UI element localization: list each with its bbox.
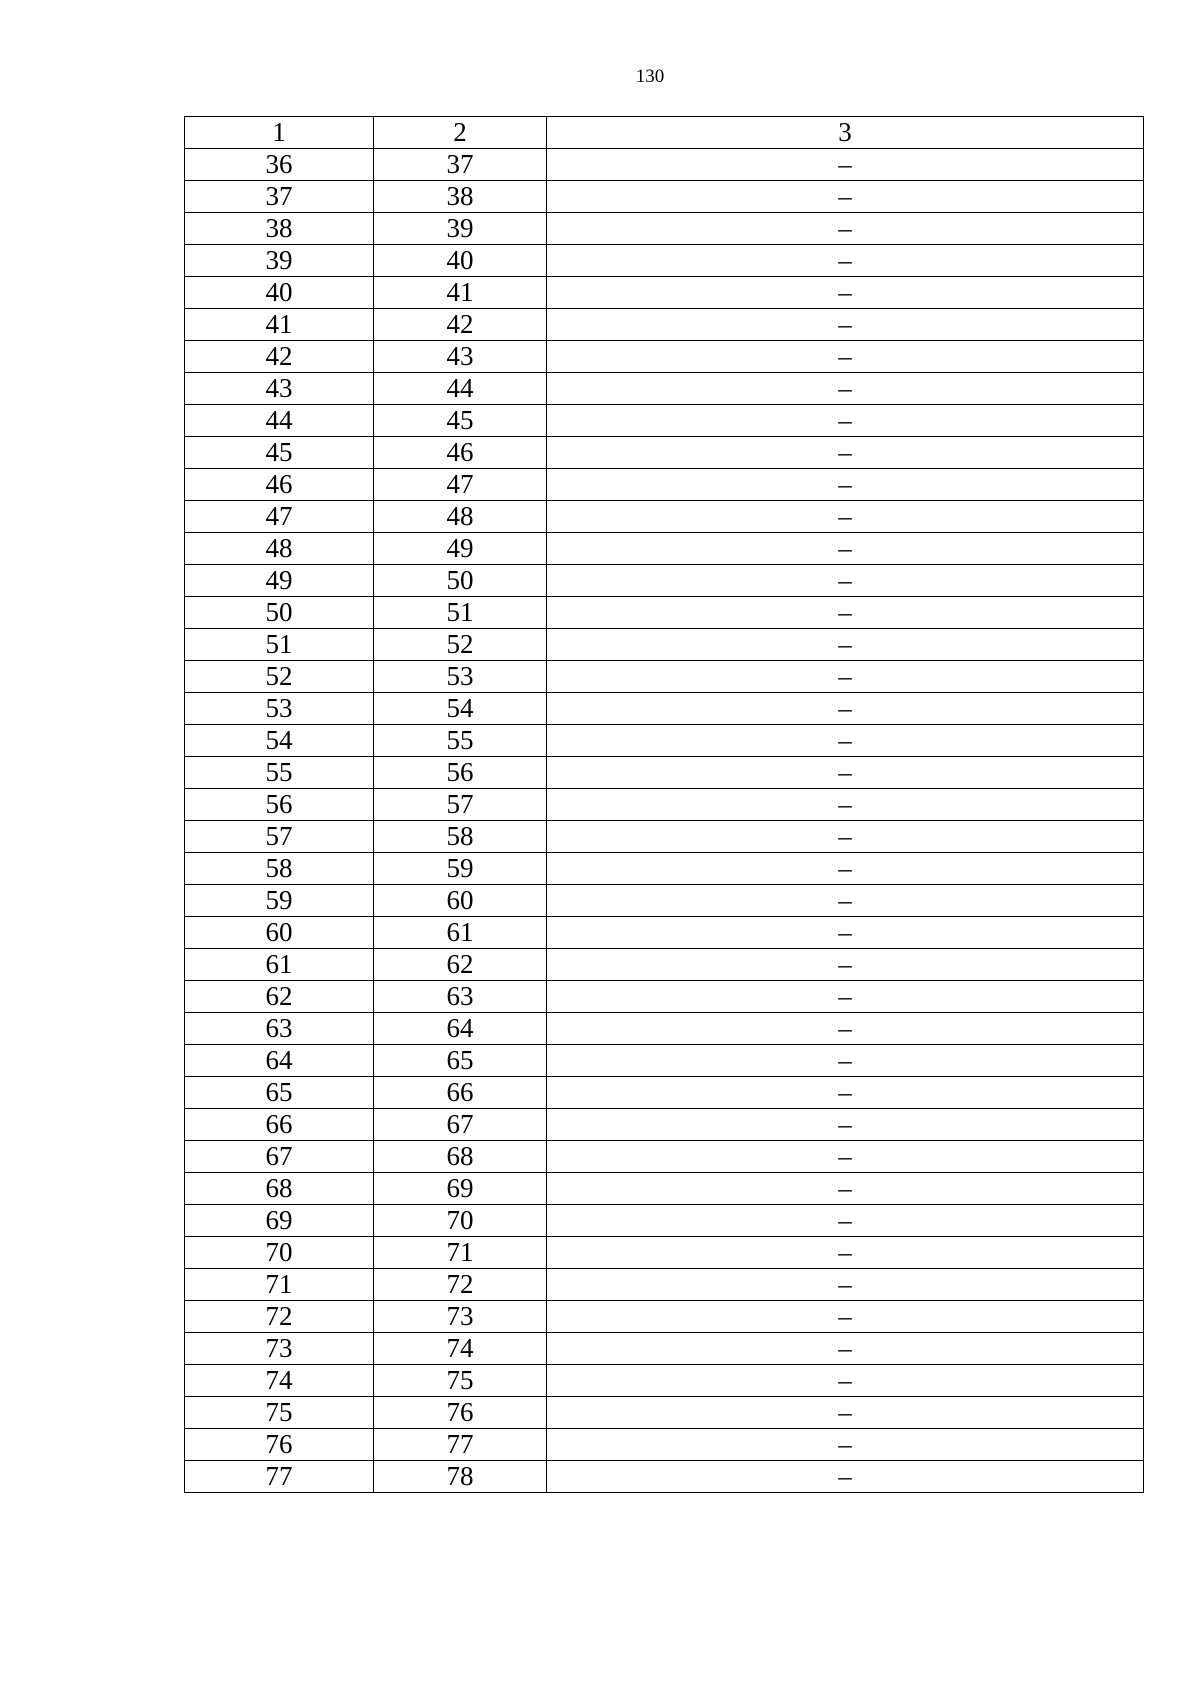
table-row [185, 501, 1144, 533]
table-cell-col-3: – [547, 181, 1144, 213]
table-cell-col-1: 47 [185, 501, 374, 533]
table-cell-col-1: 49 [185, 565, 374, 597]
table-cell-col-3: – [547, 469, 1144, 501]
table-cell-col-2: 58 [374, 821, 547, 853]
table-cell-col-1: 69 [185, 1205, 374, 1237]
table-row [185, 1173, 1144, 1205]
table-cell-col-2: 77 [374, 1429, 547, 1461]
table-cell-col-2: 40 [374, 245, 547, 277]
table-row [185, 1269, 1144, 1301]
table-row [185, 1461, 1144, 1493]
table-cell-col-1: 63 [185, 1013, 374, 1045]
table-cell-col-3: – [547, 629, 1144, 661]
table-cell-col-3: – [547, 597, 1144, 629]
table-cell-col-1: 75 [185, 1397, 374, 1429]
table-row [185, 917, 1144, 949]
table-cell-col-3: – [547, 1077, 1144, 1109]
table-cell-col-3: – [547, 1013, 1144, 1045]
table-row [185, 1205, 1144, 1237]
table-cell-col-3: – [547, 917, 1144, 949]
table-cell-col-1: 59 [185, 885, 374, 917]
table-row [185, 181, 1144, 213]
table-cell-col-3: – [547, 693, 1144, 725]
table-cell-col-3: – [547, 1269, 1144, 1301]
table-cell-col-2: 62 [374, 949, 547, 981]
page-number: 130 [635, 66, 665, 87]
table-cell-col-3: – [547, 757, 1144, 789]
table-cell-col-1: 40 [185, 277, 374, 309]
table-cell-col-2: 39 [374, 213, 547, 245]
table-row [185, 309, 1144, 341]
table-cell-col-2: 65 [374, 1045, 547, 1077]
table-cell-col-1: 62 [185, 981, 374, 1013]
table-cell-col-2: 71 [374, 1237, 547, 1269]
table-cell-col-3: – [547, 405, 1144, 437]
table-row [185, 949, 1144, 981]
table-cell-col-2: 48 [374, 501, 547, 533]
table-cell-col-3: – [547, 1429, 1144, 1461]
table-cell-col-3: – [547, 949, 1144, 981]
table-cell-col-3: – [547, 501, 1144, 533]
table-cell-col-1: 73 [185, 1333, 374, 1365]
table-cell-col-2: 59 [374, 853, 547, 885]
table-cell-col-1: 71 [185, 1269, 374, 1301]
table-cell-col-2: 61 [374, 917, 547, 949]
table-cell-col-3: – [547, 1173, 1144, 1205]
table-cell-col-3: – [547, 1205, 1144, 1237]
table-cell-col-3: – [547, 277, 1144, 309]
table-cell-col-3: – [547, 885, 1144, 917]
table-cell-col-2: 70 [374, 1205, 547, 1237]
table-cell-col-1: 61 [185, 949, 374, 981]
table-cell-col-3: – [547, 373, 1144, 405]
table-cell-col-2: 38 [374, 181, 547, 213]
table-row [185, 725, 1144, 757]
table-row [185, 661, 1144, 693]
table-cell-col-3: – [547, 789, 1144, 821]
table-cell-col-2: 66 [374, 1077, 547, 1109]
table-cell-col-2: 57 [374, 789, 547, 821]
table-row [185, 149, 1144, 181]
table-cell-col-2: 47 [374, 469, 547, 501]
table-row [185, 565, 1144, 597]
table-cell-col-3: – [547, 725, 1144, 757]
table-row [185, 1397, 1144, 1429]
table-cell-col-1: 56 [185, 789, 374, 821]
table-cell-col-2: 72 [374, 1269, 547, 1301]
table-cell-col-2: 51 [374, 597, 547, 629]
table-cell-col-3: – [547, 341, 1144, 373]
table-row [185, 1429, 1144, 1461]
table-row [185, 1365, 1144, 1397]
table-body [185, 117, 1144, 1493]
table-cell-col-2: 60 [374, 885, 547, 917]
table-cell-col-3: – [547, 661, 1144, 693]
table-cell-col-2: 41 [374, 277, 547, 309]
table-cell-col-3: – [547, 213, 1144, 245]
table-cell-col-1: 65 [185, 1077, 374, 1109]
table-cell-col-2: 76 [374, 1397, 547, 1429]
table-cell-col-1: 77 [185, 1461, 374, 1493]
table-row [185, 1237, 1144, 1269]
table-row [185, 405, 1144, 437]
table-cell-col-2: 55 [374, 725, 547, 757]
table-cell-col-1: 39 [185, 245, 374, 277]
table-row [185, 213, 1144, 245]
table-row [185, 1141, 1144, 1173]
table-cell-col-1: 74 [185, 1365, 374, 1397]
table-cell-col-3: – [547, 565, 1144, 597]
table-cell-col-3: – [547, 149, 1144, 181]
table-cell-col-1: 44 [185, 405, 374, 437]
table-row [185, 437, 1144, 469]
table-cell-col-3: – [547, 1141, 1144, 1173]
table-cell-col-1: 36 [185, 149, 374, 181]
table-cell-col-1: 42 [185, 341, 374, 373]
table-header-row [185, 117, 1144, 149]
table-cell-col-2: 50 [374, 565, 547, 597]
table-cell-col-1: 66 [185, 1109, 374, 1141]
table-cell-col-1: 60 [185, 917, 374, 949]
table-cell-col-2: 44 [374, 373, 547, 405]
table-cell-col-2: 64 [374, 1013, 547, 1045]
table-row [185, 533, 1144, 565]
table-cell-col-1: 48 [185, 533, 374, 565]
table-row [185, 821, 1144, 853]
table-row [185, 245, 1144, 277]
table-cell-col-1: 41 [185, 309, 374, 341]
header-cell-col-3: 3 [547, 117, 1144, 149]
table-cell-col-1: 51 [185, 629, 374, 661]
table-row [185, 469, 1144, 501]
table-cell-col-1: 64 [185, 1045, 374, 1077]
table-cell-col-1: 38 [185, 213, 374, 245]
table-row [185, 693, 1144, 725]
table-cell-col-2: 42 [374, 309, 547, 341]
table-cell-col-3: – [547, 1333, 1144, 1365]
table-cell-col-1: 52 [185, 661, 374, 693]
table-row [185, 981, 1144, 1013]
table-row [185, 885, 1144, 917]
table-cell-col-3: – [547, 1109, 1144, 1141]
table-cell-col-2: 49 [374, 533, 547, 565]
table-cell-col-2: 68 [374, 1141, 547, 1173]
table-cell-col-3: – [547, 1301, 1144, 1333]
table-cell-col-1: 50 [185, 597, 374, 629]
table-row [185, 757, 1144, 789]
table-cell-col-2: 67 [374, 1109, 547, 1141]
table-cell-col-1: 43 [185, 373, 374, 405]
header-cell-col-1: 1 [185, 117, 374, 149]
table-row [185, 789, 1144, 821]
table-cell-col-2: 78 [374, 1461, 547, 1493]
table-cell-col-2: 45 [374, 405, 547, 437]
table-cell-col-3: – [547, 1237, 1144, 1269]
table-cell-col-2: 46 [374, 437, 547, 469]
table-cell-col-3: – [547, 1045, 1144, 1077]
table-cell-col-1: 53 [185, 693, 374, 725]
table-row [185, 1333, 1144, 1365]
table-cell-col-1: 67 [185, 1141, 374, 1173]
table-cell-col-1: 58 [185, 853, 374, 885]
table-row [185, 853, 1144, 885]
table-cell-col-1: 57 [185, 821, 374, 853]
header-cell-col-2: 2 [374, 117, 547, 149]
table-cell-col-2: 52 [374, 629, 547, 661]
table-cell-col-3: – [547, 853, 1144, 885]
table-row [185, 1109, 1144, 1141]
table-cell-col-1: 72 [185, 1301, 374, 1333]
table-cell-col-3: – [547, 245, 1144, 277]
data-table [184, 116, 1144, 1493]
table-row [185, 373, 1144, 405]
table-row [185, 629, 1144, 661]
table-cell-col-1: 76 [185, 1429, 374, 1461]
table-cell-col-2: 74 [374, 1333, 547, 1365]
table-cell-col-3: – [547, 821, 1144, 853]
table-cell-col-3: – [547, 981, 1144, 1013]
table-cell-col-1: 45 [185, 437, 374, 469]
table-cell-col-2: 54 [374, 693, 547, 725]
table-cell-col-2: 69 [374, 1173, 547, 1205]
table-row [185, 597, 1144, 629]
table-row [185, 277, 1144, 309]
table-row [185, 1013, 1144, 1045]
table-cell-col-2: 37 [374, 149, 547, 181]
table-cell-col-1: 68 [185, 1173, 374, 1205]
table-cell-col-2: 63 [374, 981, 547, 1013]
table-row [185, 1301, 1144, 1333]
table-row [185, 341, 1144, 373]
table-cell-col-3: – [547, 533, 1144, 565]
table-cell-col-1: 46 [185, 469, 374, 501]
table-cell-col-2: 53 [374, 661, 547, 693]
table-row [185, 1045, 1144, 1077]
table-cell-col-1: 54 [185, 725, 374, 757]
table-cell-col-1: 55 [185, 757, 374, 789]
table-cell-col-2: 75 [374, 1365, 547, 1397]
table-cell-col-2: 43 [374, 341, 547, 373]
table-cell-col-2: 73 [374, 1301, 547, 1333]
table-cell-col-3: – [547, 1397, 1144, 1429]
table-cell-col-3: – [547, 1461, 1144, 1493]
table-cell-col-1: 70 [185, 1237, 374, 1269]
table-row [185, 1077, 1144, 1109]
table-cell-col-3: – [547, 437, 1144, 469]
table-cell-col-3: – [547, 309, 1144, 341]
table-cell-col-1: 37 [185, 181, 374, 213]
table-cell-col-2: 56 [374, 757, 547, 789]
table-cell-col-3: – [547, 1365, 1144, 1397]
